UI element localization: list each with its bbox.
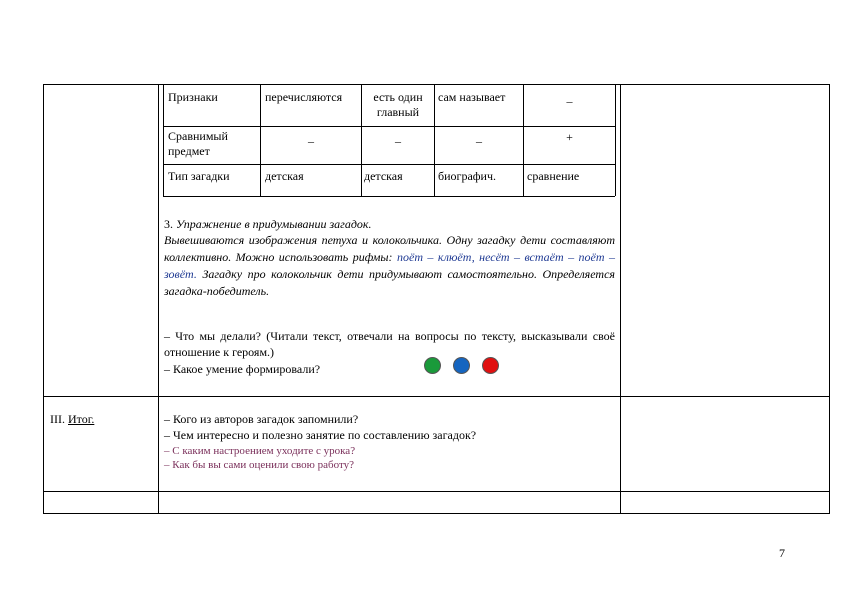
table-cell: есть один главный <box>373 90 423 119</box>
outer-bottom-border <box>43 513 830 514</box>
table-cell: перечисляются <box>265 90 343 104</box>
reflection-question-1: – Что мы делали? (Читали текст, отвечали на вопросы по тексту, высказывали своё отношение к героям.) <box>164 329 615 359</box>
table-cell: _ <box>308 130 314 144</box>
exercise-rhymes: поёт – клюёт, несёт – встаёт – поёт – зовёт. <box>164 250 615 281</box>
table-cell: _ <box>395 130 401 144</box>
summary-small-question: – Как бы вы сами оценили свою работу? <box>164 459 355 471</box>
outer-row-divider-2 <box>43 491 830 492</box>
table-cell: детская <box>265 169 304 183</box>
inner-table-col-line-5 <box>615 84 616 196</box>
reflection-question-2: – Какое умение формировали? <box>164 362 321 376</box>
green-circle-icon <box>424 357 441 374</box>
summary-small-question: – С каким настроением уходите с урока? <box>164 445 356 457</box>
table-cell: биографич. <box>438 169 497 183</box>
outer-left-border <box>43 84 44 513</box>
inner-table-row-line-2 <box>163 164 615 165</box>
stage-name: Итог. <box>68 412 95 426</box>
outer-row-divider-1 <box>43 396 830 397</box>
table-cell: сравнение <box>527 169 580 183</box>
summary-question: – Кого из авторов загадок запомнили? <box>164 412 359 426</box>
table-cell: Сравнимый предмет <box>168 129 228 158</box>
blue-circle-icon <box>453 357 470 374</box>
red-circle-icon <box>482 357 499 374</box>
exercise-title <box>164 217 372 232</box>
stage-number: III. <box>50 412 65 426</box>
outer-col-divider-1 <box>158 84 159 513</box>
exercise-title-text: Упражнение в придумывании загадок. <box>176 217 372 231</box>
exercise-text-1: Вывешиваются изображения петуха и колокольчика. Одну загадку дети составляют коллективно. Можно использовать рифмы: <box>164 233 615 264</box>
inner-table-bottom-line <box>163 196 615 197</box>
outer-right-border <box>829 84 830 513</box>
exercise-description <box>164 232 615 300</box>
table-cell: сам называет <box>438 90 506 104</box>
table-cell: _ <box>476 130 482 144</box>
outer-col-divider-2 <box>620 84 621 513</box>
stage-label <box>50 412 94 427</box>
inner-table-row-line-1 <box>163 126 615 127</box>
table-cell: Признаки <box>168 90 218 104</box>
outer-top-border <box>43 84 830 85</box>
table-cell: детская <box>364 169 403 183</box>
exercise-number: 3. <box>164 217 173 231</box>
table-cell: _ <box>566 90 573 104</box>
exercise-text-2: Загадку про колокольчик дети придумывают самостоятельно. Определяется загадка-победитель. <box>164 267 616 298</box>
page-number: 7 <box>779 546 785 560</box>
table-cell: + <box>566 130 573 144</box>
table-cell: Тип загадки <box>168 169 230 183</box>
inner-table-col-line-0 <box>163 84 164 196</box>
summary-question: – Чем интересно и полезно занятие по составлению загадок? <box>164 428 477 442</box>
